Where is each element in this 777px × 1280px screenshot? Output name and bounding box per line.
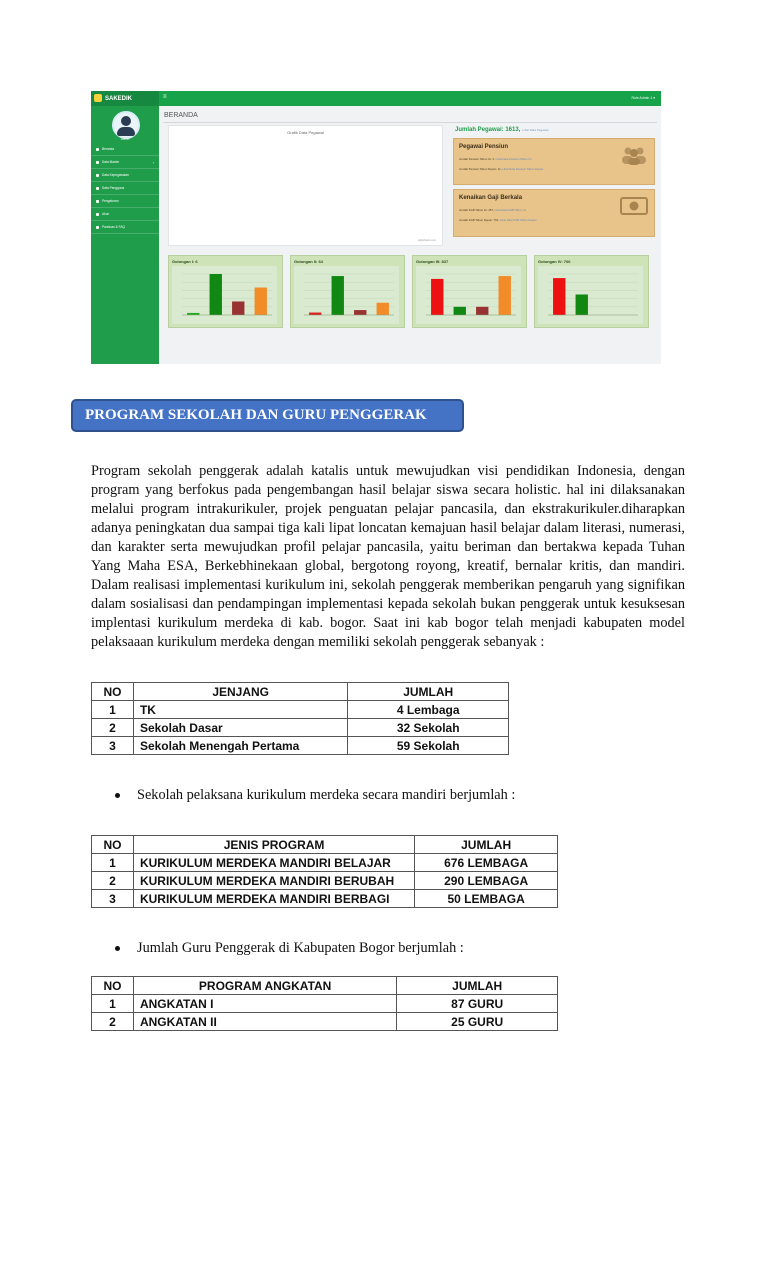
table-header: JUMLAH (415, 836, 558, 854)
sidebar-item-label: Data Kepegawaian (102, 173, 129, 177)
employee-summary (455, 127, 548, 133)
app-screenshot (91, 91, 661, 364)
table-cell: ANGKATAN II (133, 1013, 396, 1031)
sidebar-item-label: Beranda (102, 147, 115, 151)
bullet-item-2 (115, 940, 464, 957)
table-header: JUMLAH (348, 683, 509, 701)
chart-bar (332, 276, 344, 315)
pensiun-line-2-text: Jumlah Pensiun Tahun Depan: 11, (459, 167, 502, 171)
chart-bar (576, 295, 588, 316)
golongan-title-4: Golongan IV: 706 (538, 259, 571, 264)
summary-link[interactable]: Lihat Data Pegawai (522, 128, 549, 132)
chart-bar (553, 278, 565, 315)
table-header: NO (92, 977, 134, 995)
table-cell: 2 (92, 719, 134, 737)
golongan-chart-3 (416, 266, 521, 324)
bullet-text-2: Jumlah Guru Penggerak di Kabupaten Bogor berjumlah : (137, 940, 464, 956)
users-icon (96, 174, 99, 177)
golongan-plot-2 (294, 266, 399, 324)
chart-bar (255, 288, 267, 315)
kgb-line-2 (459, 218, 537, 222)
brand-logo-icon (94, 94, 102, 102)
page-title: BERANDA (164, 112, 198, 119)
pensiun-link-1[interactable]: Lihat Data Pensiun Tahun Ini (495, 157, 532, 161)
table-row (92, 719, 509, 737)
table-jenis-program (91, 835, 558, 908)
table-header: NO (92, 683, 134, 701)
golongan-chart-4 (538, 266, 643, 324)
table-cell: 3 (92, 890, 134, 908)
table-cell: KURIKULUM MERDEKA MANDIRI BERBAGI (133, 890, 414, 908)
kgb-title: Kenaikan Gaji Berkala (459, 195, 523, 201)
user-icon (96, 187, 99, 190)
kgb-line-2-text: Jumlah KGB Tahun Depan: 764, (459, 218, 500, 222)
sidebar-item-pengaturan[interactable] (91, 195, 159, 208)
money-icon (620, 196, 648, 216)
golongan-plot-1 (172, 266, 277, 324)
divider (163, 122, 657, 123)
table-row (92, 890, 558, 908)
table-cell: 1 (92, 995, 134, 1013)
table-row (92, 701, 509, 719)
golongan-chart-1 (172, 266, 277, 324)
gear-icon (96, 200, 99, 203)
group-users-icon (620, 145, 648, 165)
golongan-card-1 (168, 255, 283, 328)
table-cell: TK (133, 701, 347, 719)
sidebar-menu (91, 143, 159, 234)
bullet-dot-icon (115, 793, 120, 798)
table-header: PROGRAM ANGKATAN (133, 977, 396, 995)
user-menu[interactable]: Role Admin 1 ▾ (631, 96, 655, 100)
hamburger-icon[interactable]: ≡ (163, 94, 167, 100)
table-cell: 50 LEMBAGA (415, 890, 558, 908)
app-brand (91, 91, 159, 106)
bullet-dot-icon (115, 946, 120, 951)
section-heading-text: PROGRAM SEKOLAH DAN GURU PENGGERAK (85, 407, 427, 423)
golongan-title-2: Golongan II: 64 (294, 259, 323, 264)
pensiun-title: Pegawai Pensiun (459, 144, 509, 150)
table-header: JENIS PROGRAM (133, 836, 414, 854)
pensiun-link-2[interactable]: Lihat Data Pensiun Tahun Depan (502, 167, 544, 171)
avatar-body-icon (117, 127, 135, 136)
avatar (112, 111, 140, 139)
table-row (92, 737, 509, 755)
chart-bar (354, 310, 366, 315)
table-cell: 32 Sekolah (348, 719, 509, 737)
chart-bar (431, 279, 443, 315)
kgb-link-2[interactable]: Lihat Data KGB Tahun Depan (499, 218, 537, 222)
table-cell: Sekolah Dasar (133, 719, 347, 737)
table-header: JENJANG (133, 683, 347, 701)
sidebar-item-label: Akun (102, 212, 110, 216)
table-row (92, 1013, 558, 1031)
table-jenjang (91, 682, 509, 755)
chart-bar (377, 303, 389, 315)
app-sidebar (91, 91, 159, 364)
app-topbar (159, 91, 661, 106)
table-header-row (92, 977, 558, 995)
table-cell: 2 (92, 1013, 134, 1031)
chevron-left-icon: ‹ (152, 160, 154, 165)
table-cell: Sekolah Menengah Pertama (133, 737, 347, 755)
sidebar-item-data-pengguna[interactable] (91, 182, 159, 195)
kgb-line-1-text: Jumlah KGB Tahun Ini: 457, (459, 208, 494, 212)
golongan-card-3 (412, 255, 527, 328)
bullet-text-1: Sekolah pelaksana kurikulum merdeka secara mandiri berjumlah : (137, 787, 516, 803)
pensiun-line-2 (459, 167, 543, 171)
table-header: NO (92, 836, 134, 854)
table-cell: 4 Lembaga (348, 701, 509, 719)
chart-credit: Highcharts.com (417, 239, 436, 242)
chart-bar (499, 276, 511, 315)
table-cell: KURIKULUM MERDEKA MANDIRI BELAJAR (133, 854, 414, 872)
table-cell: 1 (92, 854, 134, 872)
golongan-title-1: Golongan I: 6 (172, 259, 198, 264)
summary-label: Jumlah Pegawai: 1613, (455, 127, 521, 133)
table-cell: 59 Sekolah (348, 737, 509, 755)
sidebar-item-label: Pengaturan (102, 199, 119, 203)
avatar-name: Admin (120, 137, 130, 141)
kgb-line-1 (459, 208, 526, 212)
table-cell: 676 LEMBAGA (415, 854, 558, 872)
sidebar-item-panduan[interactable] (91, 221, 159, 234)
table-row (92, 854, 558, 872)
sidebar-item-data-kepegawaian[interactable] (91, 169, 159, 182)
chart-caption: Grafik Data Pegawai (287, 130, 324, 135)
golongan-title-3: Golongan III: 837 (416, 259, 449, 264)
table-cell: 25 GURU (397, 1013, 558, 1031)
golongan-card-4 (534, 255, 649, 328)
table-cell: 2 (92, 872, 134, 890)
table-guru-penggerak (91, 976, 558, 1031)
pensiun-card (453, 138, 655, 185)
table-header-row (92, 683, 509, 701)
chart-bar (232, 301, 244, 315)
sidebar-item-label: Data Master (102, 160, 120, 164)
employee-chart (168, 125, 443, 246)
body-paragraph: Program sekolah penggerak adalah katalis untuk mewujudkan visi pendidikan Indonesia, dengan program yang berfokus pada pengembangan hasil belajar siswa secara holistic. hal ini dilaksanakan melalui program intrakurikuler, projek penguatan pelajar pancasila, dan ekstrakurikuler.diharapkan adanya peningkatan dua sampai tiga kali lipat loncatan kemajuan hasil belajar dalam literasi, numerasi, dan karakter serta mewujudkan profil pelajar pancasila, yaitu beriman dan bertakwa kepada Tuhan Yang Maha ESA, Berkebhinekaan global, bergotong royong, kreatif, bernalar kritis, dan mandiri. Dalam realisasi implementasi kurikulum ini, sekolah penggerak memberikan pengaruh yang signifikan dalam sosialisasi dan pendampingan implementasi kepada sekolah bukan penggerak untuk kesuksesan implentasi kurikulum merdeka di kab. bogor. Saat ini kab bogor telah menjadi kabupaten model pelaksaaan kurikulum merdeka dengan memiliki sekolah penggerak sebanyak : (91, 463, 685, 650)
pensiun-line-1-text: Jumlah Pensiun Tahun Ini: 3, (459, 157, 495, 161)
sidebar-item-data-master[interactable] (91, 156, 159, 169)
help-icon (96, 226, 99, 229)
sidebar-item-label: Data Pengguna (102, 186, 125, 190)
golongan-plot-3 (416, 266, 521, 324)
chart-bar (454, 307, 466, 315)
table-header: JUMLAH (397, 977, 558, 995)
home-icon (96, 148, 99, 151)
sidebar-item-akun[interactable] (91, 208, 159, 221)
golongan-plot-4 (538, 266, 643, 324)
chart-bar (210, 274, 222, 315)
sidebar-item-label: Panduan & FAQ (102, 225, 126, 229)
section-heading (71, 399, 464, 432)
chart-bar (309, 313, 321, 315)
table-cell: KURIKULUM MERDEKA MANDIRI BERUBAH (133, 872, 414, 890)
account-icon (96, 213, 99, 216)
golongan-card-2 (290, 255, 405, 328)
pensiun-line-1 (459, 157, 531, 161)
table-row (92, 995, 558, 1013)
sidebar-item-beranda[interactable] (91, 143, 159, 156)
bullet-item-1 (115, 787, 515, 804)
grid-icon (96, 161, 99, 164)
table-row (92, 872, 558, 890)
golongan-chart-2 (294, 266, 399, 324)
chart-bar (476, 307, 488, 315)
table-cell: 1 (92, 701, 134, 719)
table-header-row (92, 836, 558, 854)
avatar-head-icon (121, 116, 131, 126)
table-cell: 3 (92, 737, 134, 755)
table-cell: ANGKATAN I (133, 995, 396, 1013)
chart-bar (187, 313, 199, 315)
app-brand-text: SAKEDIK (105, 95, 133, 102)
kgb-link-1[interactable]: Lihat Data KGB Tahun Ini (494, 208, 527, 212)
table-cell: 87 GURU (397, 995, 558, 1013)
table-cell: 290 LEMBAGA (415, 872, 558, 890)
kgb-card (453, 189, 655, 237)
